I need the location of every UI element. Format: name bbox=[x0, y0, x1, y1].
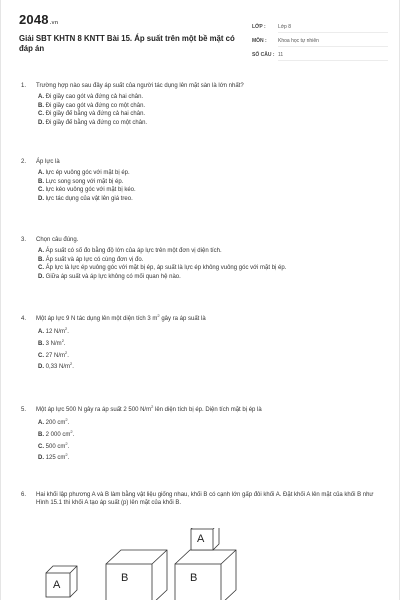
cube-label-b: B bbox=[190, 572, 198, 584]
option-b[interactable]: B. 2 000 $cm^2$. bbox=[38, 428, 75, 438]
cube-b1-edge bbox=[152, 550, 167, 564]
question-text: Chọn câu đúng. bbox=[36, 237, 79, 243]
cubes-drawing bbox=[41, 528, 251, 600]
options bbox=[38, 328, 74, 375]
cube-label-a: A bbox=[53, 579, 61, 591]
cube-b1-back bbox=[106, 550, 167, 600]
option-c[interactable]: C. 500 $cm^2$. bbox=[38, 440, 70, 450]
question-number: 5. bbox=[21, 407, 27, 413]
option-b[interactable]: B. Đi giầy cao gót và đứng co một chân. bbox=[38, 102, 146, 109]
cube-a2-edge bbox=[213, 528, 219, 529]
cube-a-edge bbox=[70, 566, 77, 573]
option-b[interactable]: B. Áp suất và áp lực có cùng đơn vị đo. bbox=[38, 256, 144, 263]
cube-label-a: A bbox=[197, 533, 205, 545]
option-b[interactable]: B. 3 $N/m^2$. bbox=[38, 337, 66, 347]
meta-value: Lớp 8 bbox=[278, 24, 388, 33]
question-text: Trường hợp nào sau đây áp suất của người tác dụng lên mặt sàn là lớn nhất? bbox=[36, 83, 244, 89]
option-d[interactable]: D. 125 $cm^2$. bbox=[38, 452, 70, 462]
cube-b1-front bbox=[106, 564, 152, 600]
cube-b2-back bbox=[175, 550, 236, 600]
options bbox=[38, 93, 147, 127]
option-d[interactable]: D. lực tác dụng của vật lên giá treo. bbox=[38, 195, 133, 202]
options bbox=[38, 247, 286, 281]
option-d[interactable]: D. Giữa áp suất và áp lực không có mối quan hệ nào. bbox=[38, 273, 181, 280]
meta-info bbox=[252, 22, 392, 64]
option-d[interactable]: D. 0,33 $N/m^2$. bbox=[38, 361, 74, 371]
option-a[interactable]: A. 200 $cm^2$. bbox=[38, 417, 70, 426]
question-number: 4. bbox=[21, 316, 27, 322]
meta-value: Khoa học tự nhiên bbox=[278, 38, 388, 47]
options bbox=[38, 419, 74, 466]
meta-value: 11 bbox=[278, 52, 388, 61]
option-a[interactable]: A. 12 $N/m^2$. bbox=[38, 326, 69, 335]
meta-row-subject bbox=[252, 36, 392, 50]
question-number: 1. bbox=[21, 83, 27, 89]
cube-b2-edge bbox=[221, 550, 236, 564]
page-title: Giải SBT KHTN 8 KNTT Bài 15. Áp suất trên một bề mặt có đáp án bbox=[19, 34, 235, 53]
option-a[interactable]: A. Đi giầy cao gót và đứng cả hai chân. bbox=[38, 94, 144, 100]
question-number: 2. bbox=[21, 159, 27, 165]
meta-label: LỚP : bbox=[252, 24, 266, 30]
page-header bbox=[19, 12, 385, 62]
options bbox=[38, 169, 136, 203]
site-logo[interactable]: 2048.vn bbox=[19, 12, 59, 27]
question-text: Một áp lực 500 N gây ra áp suất 2 500 $N/m^2$ lên diện tích bị ép. Diện tích mặt bị ép là bbox=[36, 404, 262, 413]
option-a[interactable]: A. Áp suất có số đo bằng độ lớn của áp lực trên một đơn vị diện tích. bbox=[38, 248, 222, 254]
option-b[interactable]: B. Lực song song với mặt bị ép. bbox=[38, 178, 124, 185]
option-c[interactable]: C. lực kéo vuông góc với mặt bị kéo. bbox=[38, 187, 136, 194]
question-text: Áp lực là bbox=[36, 159, 60, 165]
cube-label-b: B bbox=[121, 572, 129, 584]
option-d[interactable]: D. Đi giầy đế bằng và đứng co một chân. bbox=[38, 119, 148, 126]
meta-label: SỐ CÂU : bbox=[252, 52, 275, 58]
cube-b2-front bbox=[175, 564, 221, 600]
option-c[interactable]: C. Đi giầy đế bằng và đứng cả hai chân. bbox=[38, 111, 146, 118]
option-a[interactable]: A. lực ép vuông góc với mặt bị ép. bbox=[38, 170, 130, 176]
question-number: 3. bbox=[21, 237, 27, 243]
option-c[interactable]: C. Áp lực là lực ép vuông góc với mặt bị ép, áp suất là lực ép không vuông góc với mặt bị ép. bbox=[38, 265, 287, 272]
meta-row-count bbox=[252, 50, 392, 64]
question-text: Một áp lực 9 N tác dụng lên một diện tích 3 $m^2$ gây ra áp suất là bbox=[36, 313, 206, 322]
meta-row-class bbox=[252, 22, 392, 36]
question-number: 6. bbox=[21, 492, 27, 498]
option-c[interactable]: C. 27 $N/m^2$. bbox=[38, 349, 69, 359]
meta-label: MÔN : bbox=[252, 38, 267, 44]
question-text: Hai khối lập phương A và B làm bằng vật liệu giống nhau, khối B có cạnh lớn gấp đôi khối A. Đặt khối A lên mặt của khối B như Hình 15.1 thì khối A tạo áp suất (p) lên mặt của khối B. bbox=[36, 492, 374, 507]
cubes-figure bbox=[41, 528, 251, 600]
